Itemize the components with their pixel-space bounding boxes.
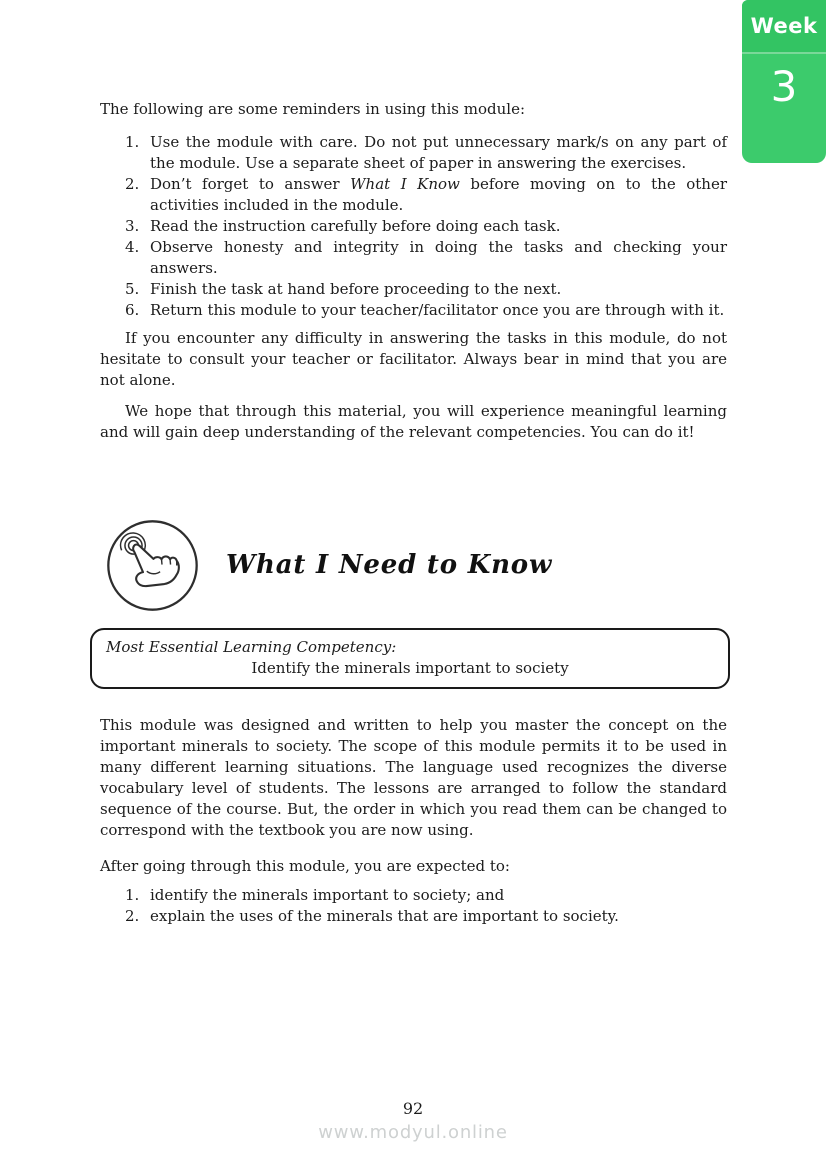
item-number: 6.	[125, 301, 140, 319]
item-text: Use the module with care. Do not put unnecessary mark/s on any part of the module. Use a separate sheet of paper in answering the exercises.	[150, 133, 727, 172]
item-text: Read the instruction carefully before doing each task.	[150, 217, 561, 235]
reminders-lead: The following are some reminders in using this module:	[100, 100, 525, 118]
page-content	[100, 0, 727, 927]
melc-box	[90, 628, 730, 689]
item-text: identify the minerals important to society; and	[150, 886, 505, 904]
expectation-item-2	[125, 906, 727, 927]
reminder-item-1	[125, 132, 727, 174]
section-title: What I Need to Know	[226, 550, 553, 580]
expectations-list	[100, 885, 727, 927]
item-text: Return this module to your teacher/facilitator once you are through with it.	[150, 301, 725, 319]
italic-phrase: What I Know	[350, 175, 460, 193]
page-number: 92	[402, 1099, 424, 1118]
item-number: 5.	[125, 280, 140, 298]
watermark: www.modyul.online	[318, 1122, 508, 1143]
item-number: 2.	[125, 175, 140, 193]
week-label: Week	[750, 14, 818, 38]
expectations-lead: After going through this module, you are expected to:	[100, 857, 510, 875]
reminder-item-3	[125, 216, 727, 237]
item-number: 1.	[125, 886, 140, 904]
item-text: Observe honesty and integrity in doing the tasks and checking your answers.	[150, 238, 727, 277]
week-number: 3	[770, 62, 798, 111]
item-text: Don’t forget to answer What I Know before moving on to the other activities included in the module.	[150, 175, 728, 214]
module-overview-paragraph: This module was designed and written to help you master the concept on the important minerals to society. The scope of this module permits it to be used in many different learning situations. The language used recognizes the diverse vocabulary level of students. The lessons are arranged to follow the standard sequence of the course. But, the order in which you read them can be changed to correspond with the textbook you are now using.	[100, 716, 727, 839]
reminder-item-4	[125, 237, 727, 279]
item-text: explain the uses of the minerals that are important to society.	[150, 907, 619, 925]
melc-label: Most Essential Learning Competency:	[106, 638, 397, 656]
hand-touch-icon	[105, 518, 200, 613]
section-header	[105, 518, 727, 613]
reminder-item-6	[125, 300, 727, 321]
melc-competency: Identify the minerals important to society	[251, 659, 569, 677]
reminders-list	[100, 132, 727, 321]
reminder-item-5	[125, 279, 727, 300]
paragraph-hope: We hope that through this material, you will experience meaningful learning and will gain deep understanding of the relevant competencies. You can do it!	[100, 402, 727, 441]
item-number: 1.	[125, 133, 140, 151]
reminder-item-2	[125, 174, 727, 216]
week-tab	[742, 0, 826, 163]
week-tab-number-band	[742, 54, 826, 163]
item-number: 4.	[125, 238, 140, 256]
item-number: 2.	[125, 907, 140, 925]
expectation-item-1	[125, 885, 727, 906]
paragraph-difficulty: If you encounter any difficulty in answering the tasks in this module, do not hesitate to consult your teacher or facilitator. Always bear in mind that you are not alone.	[100, 329, 727, 389]
item-number: 3.	[125, 217, 140, 235]
week-tab-label-band	[742, 0, 826, 54]
item-text: Finish the task at hand before proceeding to the next.	[150, 280, 562, 298]
